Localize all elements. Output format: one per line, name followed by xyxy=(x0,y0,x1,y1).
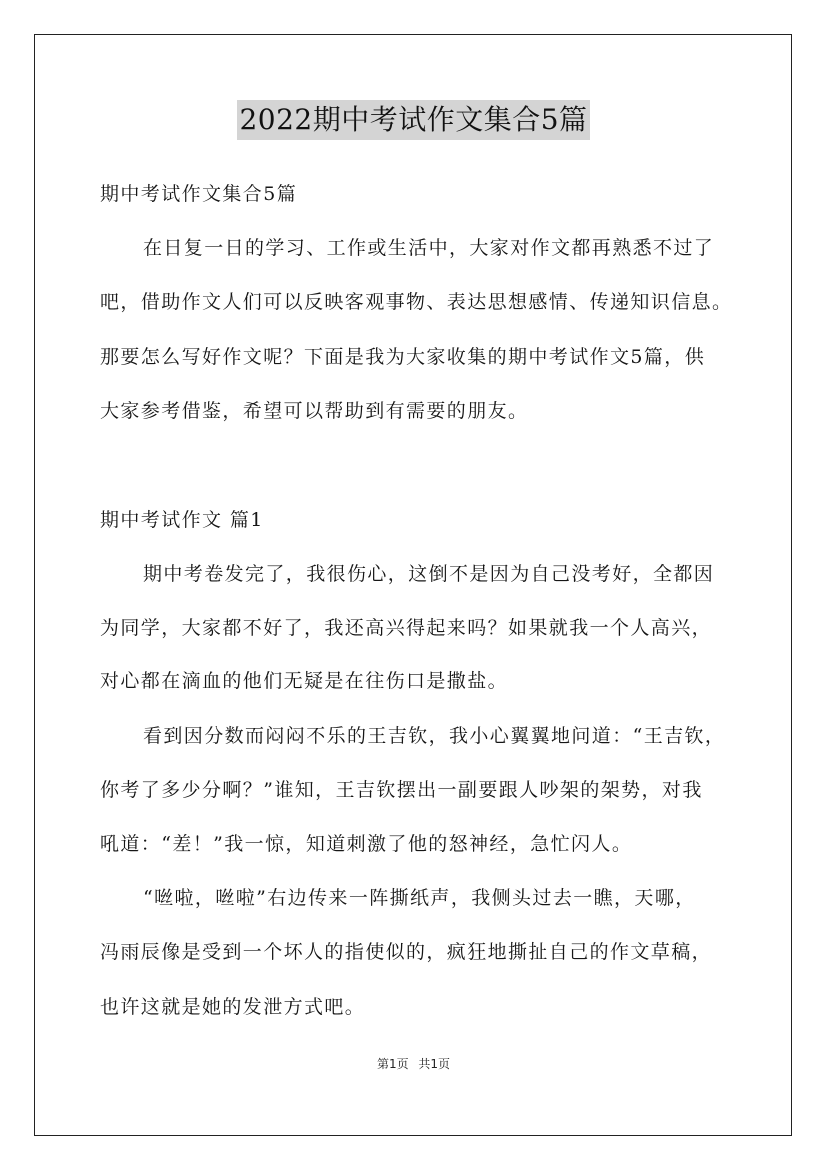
page-number: 第1页 xyxy=(376,1057,409,1071)
document-title: 2022期中考试作文集合5篇 xyxy=(237,100,589,140)
body-line: 吼道：“差！”我一惊，知道刺激了他的怒神经，急忙闪人。 xyxy=(100,833,633,855)
intro-line: 那要怎么写好作文呢？下面是我为大家收集的期中考试作文5篇，供 xyxy=(100,346,706,368)
section-heading: 期中考试作文 篇1 xyxy=(100,509,264,531)
body-line: 为同学，大家都不好了，我还高兴得起来吗？如果就我一个人高兴， xyxy=(100,617,713,639)
page-total: 共1页 xyxy=(418,1057,451,1071)
intro-line: 在日复一日的学习、工作或生活中，大家对作文都再熟悉不过了 xyxy=(143,237,715,259)
title-area xyxy=(0,100,827,140)
body-line: 对心都在滴血的他们无疑是在往伤口是撒盐。 xyxy=(100,670,509,692)
body-line: 冯雨辰像是受到一个坏人的指使似的，疯狂地撕扯自己的作文草稿， xyxy=(100,941,713,963)
page-footer xyxy=(0,1056,827,1072)
intro-line: 吧，借助作文人们可以反映客观事物、表达思想感情、传递知识信息。 xyxy=(100,291,733,313)
body-line: 期中考卷发完了，我很伤心，这倒不是因为自己没考好，全都因 xyxy=(143,563,715,585)
body-line: 看到因分数而闷闷不乐的王吉钦，我小心翼翼地问道：“王吉钦， xyxy=(143,725,726,747)
intro-line: 大家参考借鉴，希望可以帮助到有需要的朋友。 xyxy=(100,400,529,422)
document-subtitle: 期中考试作文集合5篇 xyxy=(100,183,298,205)
body-line: “咝啦，咝啦”右边传来一阵撕纸声，我侧头过去一瞧，天哪， xyxy=(143,887,696,909)
body-line: 也许这就是她的发泄方式吧。 xyxy=(100,996,366,1018)
body-line: 你考了多少分啊？”谁知，王吉钦摆出一副要跟人吵架的架势，对我 xyxy=(100,779,703,801)
